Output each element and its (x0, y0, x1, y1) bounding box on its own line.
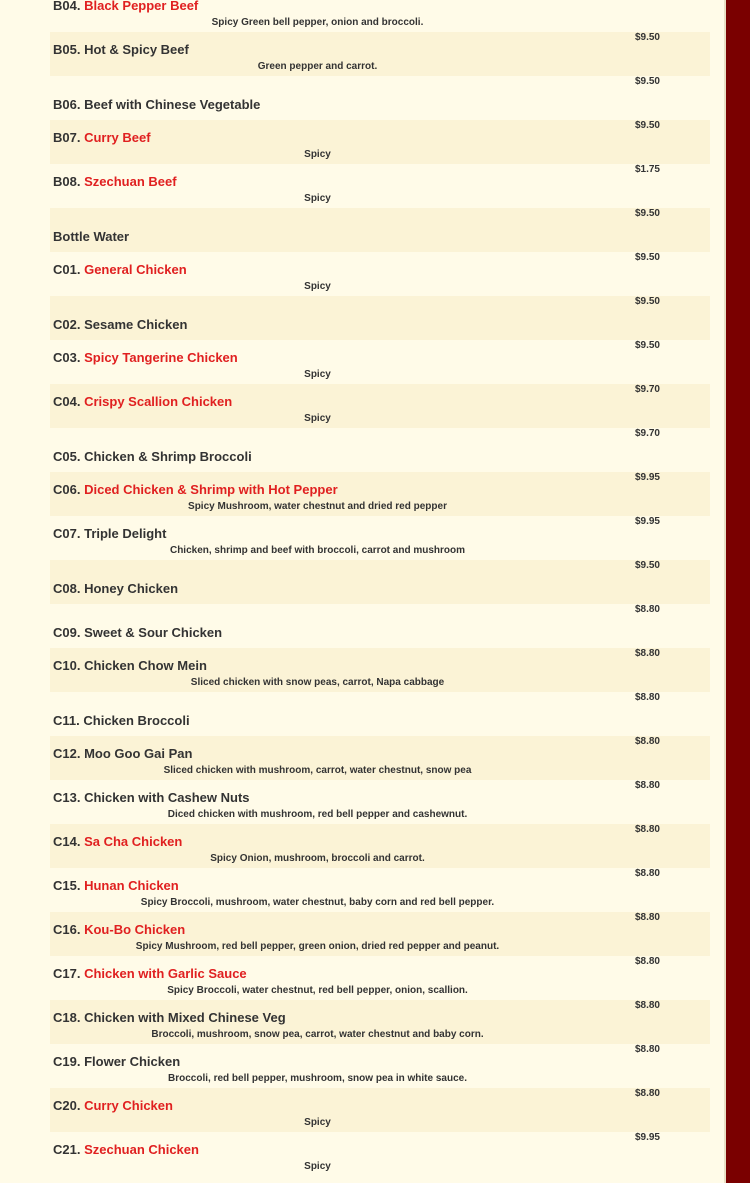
dish-name-link[interactable]: Black Pepper Beef (84, 0, 199, 13)
item-title (53, 317, 187, 333)
item-description: Spicy (304, 1117, 331, 1128)
item-title (53, 1142, 199, 1158)
item-title (53, 130, 151, 146)
item-code: C01. (53, 262, 81, 277)
item-description: Sliced chicken with mushroom, carrot, water chestnut, snow pea (163, 765, 472, 776)
menu-item[interactable] (50, 604, 710, 648)
menu-item[interactable] (50, 1000, 710, 1044)
item-price: $8.80 (634, 692, 660, 703)
item-price: $8.80 (634, 956, 660, 967)
item-code: C14. (53, 834, 81, 849)
dish-name-link[interactable]: Hunan Chicken (84, 878, 179, 893)
item-description: Diced chicken with mushroom, red bell pepper and cashewnut. (167, 809, 468, 820)
item-description: Spicy Mushroom, red bell pepper, green onion, dried red pepper and peanut. (135, 941, 500, 952)
menu-item[interactable] (50, 868, 710, 912)
item-title (53, 262, 187, 278)
dish-name: Bottle Water (53, 229, 130, 244)
menu-item[interactable] (50, 692, 710, 736)
dish-name-link[interactable]: Crispy Scallion Chicken (84, 394, 233, 409)
item-description: Spicy (304, 149, 331, 160)
item-price: $9.50 (634, 76, 660, 87)
dish-name: Sesame Chicken (84, 317, 188, 332)
dish-name-link[interactable]: Chicken with Garlic Sauce (84, 966, 247, 981)
dish-name-link[interactable]: Szechuan Beef (84, 174, 177, 189)
item-title (53, 42, 189, 58)
item-price: $9.95 (634, 472, 660, 483)
item-description: Spicy (304, 369, 331, 380)
menu-item[interactable] (50, 648, 710, 692)
menu-item[interactable] (50, 76, 710, 120)
item-description: Broccoli, mushroom, snow pea, carrot, water chestnut and baby corn. (151, 1029, 484, 1040)
item-title (53, 97, 260, 113)
item-title (53, 878, 179, 894)
item-price: $9.50 (634, 208, 660, 219)
item-code: C12. (53, 746, 81, 761)
item-code: B04. (53, 0, 81, 13)
menu-item[interactable] (50, 32, 710, 76)
dish-name: Chicken with Mixed Chinese Veg (84, 1010, 286, 1025)
item-description: Spicy Onion, mushroom, broccoli and carrot. (210, 853, 425, 864)
menu-list (50, 0, 710, 1176)
item-price: $9.95 (634, 1132, 660, 1143)
item-price: $8.80 (634, 912, 660, 923)
item-code: C06. (53, 482, 81, 497)
item-description: Chicken, shrimp and beef with broccoli, carrot and mushroom (169, 545, 466, 556)
dish-name: Moo Goo Gai Pan (84, 746, 193, 761)
dish-name-link[interactable]: Spicy Tangerine Chicken (84, 350, 238, 365)
menu-item[interactable] (50, 120, 710, 164)
dish-name-link[interactable]: General Chicken (84, 262, 187, 277)
item-price: $9.95 (634, 516, 660, 527)
item-code: C09. (53, 625, 81, 640)
menu-item[interactable] (50, 560, 710, 604)
dish-name: Sweet & Sour Chicken (84, 625, 223, 640)
item-price: $9.50 (634, 252, 660, 263)
dish-name-link[interactable]: Curry Chicken (84, 1098, 173, 1113)
item-price: $9.50 (634, 560, 660, 571)
dish-name: Hot & Spicy Beef (84, 42, 189, 57)
item-price: $8.80 (634, 648, 660, 659)
item-description: Spicy Mushroom, water chestnut and dried red pepper (188, 501, 447, 512)
item-price: $9.50 (634, 340, 660, 351)
item-title (53, 790, 250, 806)
item-code: C02. (53, 317, 81, 332)
item-price: $8.80 (634, 604, 660, 615)
item-title (53, 966, 247, 982)
menu-item[interactable] (50, 0, 710, 32)
item-code: C05. (53, 449, 81, 464)
item-code: C16. (53, 922, 81, 937)
menu-item[interactable] (50, 252, 710, 296)
item-title (53, 746, 192, 762)
item-title (53, 713, 190, 729)
item-price: $9.50 (634, 120, 660, 131)
menu-item[interactable] (50, 428, 710, 472)
item-title (53, 922, 185, 938)
item-price: $9.50 (634, 32, 660, 43)
item-description: Broccoli, red bell pepper, mushroom, snow pea in white sauce. (168, 1073, 467, 1084)
menu-item[interactable] (50, 1044, 710, 1088)
item-code: C04. (53, 394, 81, 409)
item-price: $8.80 (634, 868, 660, 879)
item-code: C19. (53, 1054, 81, 1069)
item-title (53, 394, 232, 410)
item-code: C03. (53, 350, 81, 365)
item-price: $1.75 (634, 164, 660, 175)
item-code: C07. (53, 526, 81, 541)
menu-item[interactable] (50, 208, 710, 252)
item-description: Spicy Green bell pepper, onion and broccoli. (211, 17, 424, 28)
menu-item[interactable] (50, 912, 710, 956)
item-description: Sliced chicken with snow peas, carrot, Napa cabbage (190, 677, 445, 688)
menu-item[interactable] (50, 340, 710, 384)
item-price: $8.80 (634, 1000, 660, 1011)
menu-item[interactable] (50, 164, 710, 208)
item-title (53, 174, 177, 190)
menu-item[interactable] (50, 956, 710, 1000)
dish-name-link[interactable]: Sa Cha Chicken (84, 834, 183, 849)
dish-name: Honey Chicken (84, 581, 179, 596)
item-price: $9.70 (634, 428, 660, 439)
item-description: Spicy Broccoli, water chestnut, red bell pepper, onion, scallion. (167, 985, 468, 996)
item-price: $8.80 (634, 736, 660, 747)
dish-name-link[interactable]: Curry Beef (84, 130, 151, 145)
item-title (53, 1098, 173, 1114)
item-price: $8.80 (634, 1044, 660, 1055)
item-description: Spicy Broccoli, mushroom, water chestnut, baby corn and red bell pepper. (140, 897, 495, 908)
menu-item[interactable] (50, 472, 710, 516)
item-description: Spicy (304, 1161, 331, 1172)
side-bar (726, 0, 750, 1183)
item-title (53, 834, 182, 850)
dish-name-link[interactable]: Szechuan Chicken (84, 1142, 199, 1157)
item-title (53, 1010, 286, 1026)
dish-name: Beef with Chinese Vegetable (84, 97, 261, 112)
item-code: C20. (53, 1098, 81, 1113)
item-code: B08. (53, 174, 81, 189)
menu-item[interactable] (50, 296, 710, 340)
dish-name: Chicken Broccoli (83, 713, 190, 728)
item-price: $8.80 (634, 824, 660, 835)
item-title (53, 350, 238, 366)
item-description: Spicy (304, 281, 331, 292)
item-title (53, 1054, 180, 1070)
dish-name: Chicken with Cashew Nuts (84, 790, 250, 805)
item-code: C17. (53, 966, 81, 981)
item-title (53, 526, 166, 542)
item-title (53, 0, 198, 14)
dish-name-link[interactable]: Kou-Bo Chicken (84, 922, 186, 937)
dish-name-link[interactable]: Diced Chicken & Shrimp with Hot Pepper (84, 482, 338, 497)
item-code: C13. (53, 790, 81, 805)
item-code: C11. (53, 713, 80, 728)
item-description: Spicy (304, 413, 331, 424)
item-description: Green pepper and carrot. (257, 61, 378, 72)
menu-item[interactable] (50, 780, 710, 824)
dish-name: Flower Chicken (84, 1054, 181, 1069)
item-code: B07. (53, 130, 81, 145)
item-description: Spicy (304, 193, 331, 204)
item-code: B05. (53, 42, 81, 57)
item-code: C21. (53, 1142, 81, 1157)
item-code: C08. (53, 581, 81, 596)
item-title (53, 482, 338, 498)
item-price: $8.80 (634, 780, 660, 791)
menu-item[interactable] (50, 736, 710, 780)
item-title (53, 581, 178, 597)
item-code: C10. (53, 658, 81, 673)
dish-name: Chicken Chow Mein (84, 658, 207, 673)
item-code: B06. (53, 97, 81, 112)
item-price: $9.70 (634, 384, 660, 395)
dish-name: Triple Delight (84, 526, 167, 541)
item-price: $9.50 (634, 296, 660, 307)
menu-item[interactable] (50, 1132, 710, 1176)
item-title (53, 449, 252, 465)
item-title (53, 625, 222, 641)
item-title (53, 658, 207, 674)
menu-item[interactable] (50, 1088, 710, 1132)
item-title (53, 229, 129, 245)
menu-item[interactable] (50, 384, 710, 428)
item-price: $8.80 (634, 1088, 660, 1099)
dish-name: Chicken & Shrimp Broccoli (84, 449, 252, 464)
menu-item[interactable] (50, 824, 710, 868)
menu-item[interactable] (50, 516, 710, 560)
item-code: C15. (53, 878, 81, 893)
item-code: C18. (53, 1010, 81, 1025)
